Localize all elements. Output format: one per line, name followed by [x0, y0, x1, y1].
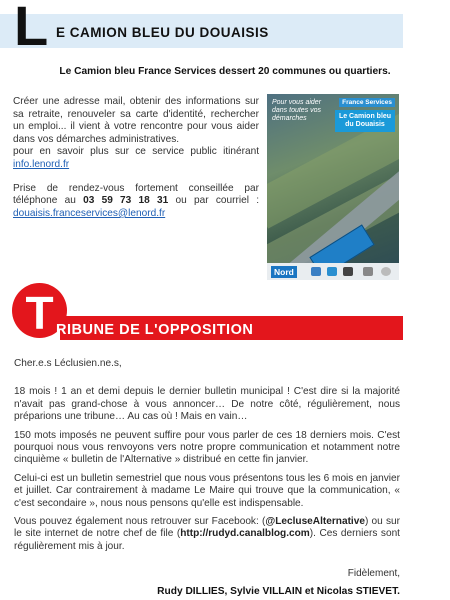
- partner-logo-icon: [311, 267, 321, 276]
- partner-logo-icon: [363, 267, 373, 276]
- blog-url: http://rudyd.canalblog.com: [180, 528, 310, 540]
- partner-logo-icon: [327, 267, 337, 276]
- nord-logo: Nord: [271, 266, 297, 278]
- closing: Fidèlement,: [347, 568, 400, 579]
- paragraph: Celui-ci est un bulletin semestriel que nous vous présentons tous les 6 mois en janvier et juillet. Car contrairement à madame Le Maire qui trouve que la communication, « c'est secondaire », nous nous pensons qu'elle est indispensable.: [14, 472, 400, 509]
- paragraph: [13, 183, 259, 221]
- paragraph: 18 mois ! 1 an et demi depuis le dernier bulletin municipal ! C'est dire si la majorité n'avait pas grand-chose à vous annoncer… De notre côté, régulièrement, nous préparions une tribune… Au cas où ! Mais en vain…: [14, 386, 400, 423]
- text: Prise de rendez-vous fortement conseillée par téléphone au: [13, 182, 259, 207]
- article-body: [13, 96, 259, 220]
- poster-tagline: Pour vous aider dans toutes vos démarches: [272, 99, 322, 122]
- partner-logo-icon: [343, 267, 353, 276]
- signatories: Rudy DILLIES, Sylvie VILLAIN et Nicolas STIEVET.: [157, 586, 400, 597]
- paragraph: [13, 146, 259, 171]
- partner-logo-icon: [381, 267, 391, 276]
- text: Vous pouvez également nous retrouver sur Facebook: (: [14, 516, 266, 528]
- facebook-handle: @LecluseAlternative: [265, 516, 365, 528]
- section-title: E CAMION BLEU DU DOUAISIS: [56, 25, 269, 40]
- website-link[interactable]: info.lenord.fr: [13, 158, 70, 170]
- paragraph: 150 mots imposés ne peuvent suffire pour vous parler de ces 18 derniers mois. C'est pourquoi nous vous renvoyons vers notre propre communication et notamment notre cinquième « bulletin de l'Alternative » distribué en cette fin janvier.: [14, 429, 400, 466]
- phone-number: 03 59 73 18 31: [83, 195, 169, 207]
- email-link[interactable]: douaisis.franceservices@lenord.fr: [13, 207, 166, 219]
- greeting: Cher.e.s Léclusien.ne.s,: [14, 358, 122, 369]
- section-title: RIBUNE DE L'OPPOSITION: [56, 322, 254, 338]
- text: ) ou sur le site internet de notre chef de file (: [14, 516, 400, 540]
- camion-bleu-poster-image: [267, 94, 399, 280]
- text: ou par courriel :: [168, 195, 260, 207]
- text: ). Ces derniers sont régulièrement mis à jour.: [14, 528, 400, 552]
- intro-line: Le Camion bleu France Services dessert 20 communes ou quartiers.: [59, 66, 391, 77]
- opinion-body: [14, 358, 400, 553]
- paragraph: [14, 516, 400, 553]
- poster-title: Le Camion bleu du Douaisis: [335, 110, 395, 132]
- text: pour en savoir plus sur ce service public itinérant: [13, 146, 259, 158]
- france-services-badge: France Services: [339, 98, 395, 107]
- drop-cap-letter: T: [25, 287, 54, 339]
- paragraph: Créer une adresse mail, obtenir des informations sur sa retraite, renouveler sa carte d'identité, rechercher un emploi... il vient à votre rencontre pour vous aider dans vos démarches administratives.: [13, 96, 259, 145]
- drop-cap-letter: L: [14, 0, 47, 57]
